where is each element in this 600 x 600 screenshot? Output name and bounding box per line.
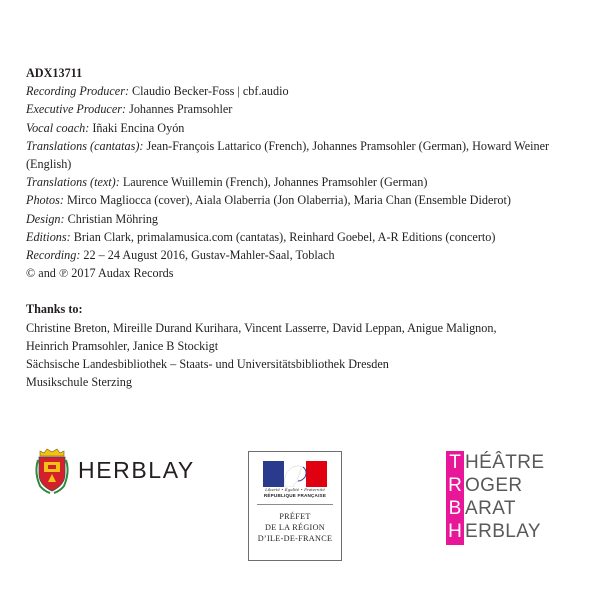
credit-translations-cantatas (26, 137, 586, 173)
credit-role: Editions: (26, 229, 71, 244)
credit-value: Mirco Magliocca (cover), Aiala Olaberria (Jon Olaberria), Maria Chan (Ensemble Diderot) (66, 193, 511, 208)
credit-editions (26, 228, 586, 246)
credit-value: Claudio Becker-Foss | cbf.audio (132, 84, 289, 99)
credit-photos (26, 191, 586, 209)
prefet-line: DE LA RÉGION (265, 523, 325, 532)
credit-role: Translations (cantatas): (26, 138, 144, 153)
credits-block (26, 64, 586, 391)
credit-recording (26, 246, 586, 264)
herblay-coat-of-arms-icon (34, 448, 70, 494)
credit-role: Translations (text): (26, 175, 120, 190)
theatre-initial: R (448, 475, 462, 496)
theatre-word: HÉÂTRE (465, 452, 545, 473)
credit-role: Recording Producer: (26, 84, 129, 99)
credit-role: Vocal coach: (26, 120, 90, 135)
credit-translations-text (26, 173, 586, 191)
credit-value: Johannes Pramsohler (129, 102, 233, 117)
herblay-logo (34, 448, 194, 494)
credit-role: Recording: (26, 248, 81, 263)
credit-value: Christian Möhring (67, 211, 159, 226)
credit-recording-producer (26, 82, 586, 100)
prefet-line: PRÉFET (279, 512, 311, 521)
herblay-wordmark: HERBLAY (78, 457, 195, 483)
theatre-word: ARAT (465, 498, 516, 519)
credit-role: Executive Producer: (26, 102, 127, 117)
theatre-initial: T (449, 452, 461, 473)
credit-role: Photos: (26, 193, 64, 208)
copyright: © and ℗ 2017 Audax Records (26, 266, 174, 281)
theatre-word: OGER (465, 475, 523, 496)
credit-vocal-coach (26, 119, 586, 137)
marianne-icon (263, 461, 327, 487)
prefet-motto: Liberté • Égalité • Fraternité (265, 487, 325, 492)
theatre-logo (446, 451, 586, 546)
credit-value: 22 – 24 August 2016, Gustav-Mahler-Saal, Toblach (83, 248, 335, 263)
thanks-title: Thanks to: (26, 302, 83, 317)
theatre-initial: H (448, 521, 462, 542)
credit-design (26, 210, 586, 228)
prefet-title (249, 511, 341, 544)
credit-value: Iñaki Encina Oyón (92, 120, 185, 135)
prefet-logo (248, 451, 342, 561)
section-spacer (26, 282, 586, 300)
theatre-word: ERBLAY (465, 521, 541, 542)
credit-role: Design: (26, 211, 65, 226)
thanks-line: Musikschule Sterzing (26, 375, 132, 390)
credit-value: Brian Clark, primalamusica.com (cantatas), Reinhard Goebel, A-R Editions (concerto) (73, 229, 496, 244)
thanks-line: Sächsische Landesbibliothek – Staats- und Universitätsbibliothek Dresden (26, 357, 389, 372)
thanks-line: Christine Breton, Mireille Durand Kurihara, Vincent Lasserre, David Leppan, Anigue Malignon, (26, 320, 497, 335)
thanks-line: Heinrich Pramsohler, Janice B Stockigt (26, 338, 219, 353)
prefet-divider (257, 504, 333, 505)
credit-value: Laurence Wuillemin (French), Johannes Pramsohler (German) (122, 175, 428, 190)
catalog-number: ADX13711 (26, 66, 83, 80)
theatre-initial: B (448, 498, 462, 519)
credit-value: Jean-François Lattarico (French), Johannes Pramsohler (German), Howard Weiner (English) (26, 138, 550, 172)
prefet-line: D’ILE-DE-FRANCE (257, 534, 333, 543)
credit-executive-producer (26, 100, 586, 118)
prefet-republic: RÉPUBLIQUE FRANÇAISE (263, 493, 327, 498)
